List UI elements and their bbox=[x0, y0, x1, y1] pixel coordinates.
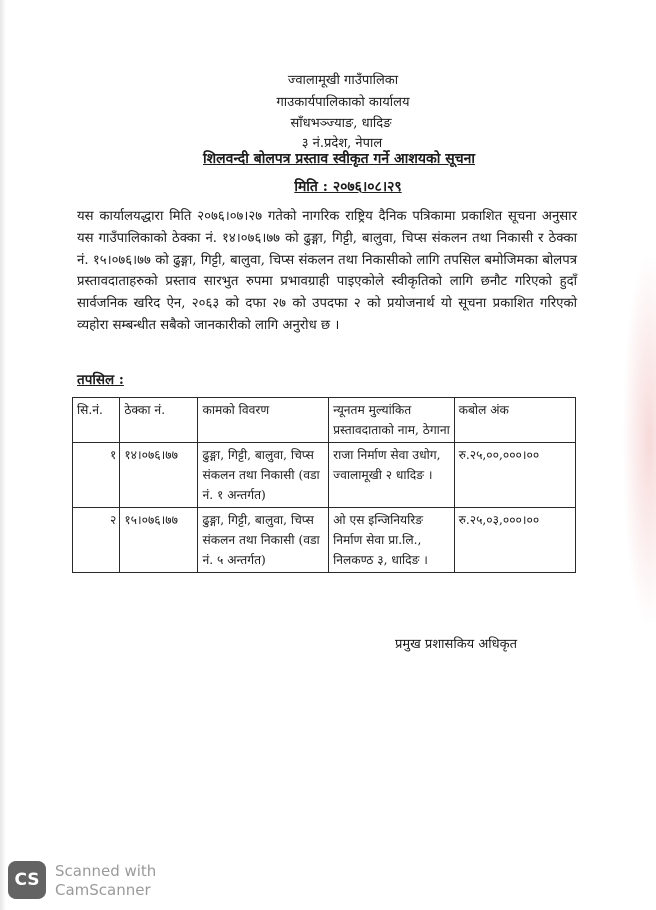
cell-amount: रु.२५,००,०००।०० bbox=[454, 443, 575, 508]
watermark-line-2: CamScanner bbox=[55, 881, 151, 899]
cell-description: ढुङ्गा, गिट्टी, बालुवा, चिप्स संकलन तथा निकासी (वडा नं. ५ अन्तर्गत) bbox=[198, 508, 329, 573]
cell-bidder: ओ एस इन्जिनियरिङ निर्माण सेवा प्रा.लि., निलकण्ठ ३, धादिङ । bbox=[329, 508, 454, 573]
office-location: साँधभञ्ज्याङ, धादिङ bbox=[290, 116, 392, 131]
notice-date: मिति : २०७६।०८।२९ bbox=[294, 179, 402, 195]
header-contract-no: ठेक्का नं. bbox=[120, 398, 198, 443]
office-name: ज्वालामूखी गाउँपालिका bbox=[287, 73, 399, 88]
signatory-title: प्रमुख प्रशासकिय अधिकृत bbox=[395, 637, 518, 652]
cell-contract-no: १५।०७६।७७ bbox=[120, 508, 198, 573]
notice-title: शिलवन्दी बोलपत्र प्रस्ताव स्वीकृत गर्ने आशयको सूचना bbox=[203, 151, 475, 167]
office-province: ३ नं.प्रदेश, नेपाल bbox=[301, 136, 383, 151]
watermark-line-1: Scanned with bbox=[55, 862, 157, 880]
scanner-watermark bbox=[55, 862, 156, 900]
camscanner-logo-icon: CS bbox=[8, 861, 46, 899]
table-header-row bbox=[73, 398, 576, 443]
details-label: तपसिल : bbox=[77, 372, 124, 388]
office-subtitle: गाउकार्यपालिकाको कार्यालय bbox=[276, 95, 410, 110]
header-amount: कबोल अंक bbox=[454, 398, 575, 443]
red-stain-mark bbox=[622, 250, 656, 630]
cell-serial: २ bbox=[73, 508, 120, 573]
cell-amount: रु.२५,०३,०००।०० bbox=[454, 508, 575, 573]
header-bidder: न्यूनतम मुल्यांकित प्रस्तावदाताको नाम, ठेगाना bbox=[329, 398, 454, 443]
cell-serial: १ bbox=[73, 443, 120, 508]
bid-details-table bbox=[72, 397, 576, 573]
cell-contract-no: १४।०७६।७७ bbox=[120, 443, 198, 508]
header-serial: सि.नं. bbox=[73, 398, 120, 443]
header-description: कामको विवरण bbox=[198, 398, 329, 443]
page-edge-shadow bbox=[0, 0, 6, 910]
cell-bidder: राजा निर्माण सेवा उधोग, ज्वालामूखी २ धादिङ । bbox=[329, 443, 454, 508]
table-row bbox=[73, 443, 576, 508]
cell-description: ढुङ्गा, गिट्टी, बालुवा, चिप्स संकलन तथा निकासी (वडा नं. १ अन्तर्गत) bbox=[198, 443, 329, 508]
table-row bbox=[73, 508, 576, 573]
notice-body: यस कार्यालयद्धारा मिति २०७६।०७।२७ गतेको नागरिक राष्ट्रिय दैनिक पत्रिकामा प्रकाशित सूचना अनुसार यस गाउँपालिकाको ठेक्का नं. १४।०७६।७७ को ढुङ्गा, गिट्टी, बालुवा, चिप्स संकलन तथा निकासी र ठेक्का नं. १५।०७६।७७ को ढुङ्गा, गिट्टी, बालुवा, चिप्स संकलन तथा निकासीको लागि तपसिल बमोजिमका बोलपत्र प्रस्तावदाताहरुको प्रस्ताव सारभुत रुपमा प्रभावग्राही पाइएकोले स्वीकृतिको लागि छनौट गरिएको हुदाँ सार्वजनिक खरिद ऐन, २०६३ को दफा २७ को उपदफा २ को प्रयोजनार्थ यो सूचना प्रकाशित गरिएको व्यहोरा सम्बन्धीत सबैको जानकारीको लागि अनुरोध छ । bbox=[77, 209, 577, 333]
